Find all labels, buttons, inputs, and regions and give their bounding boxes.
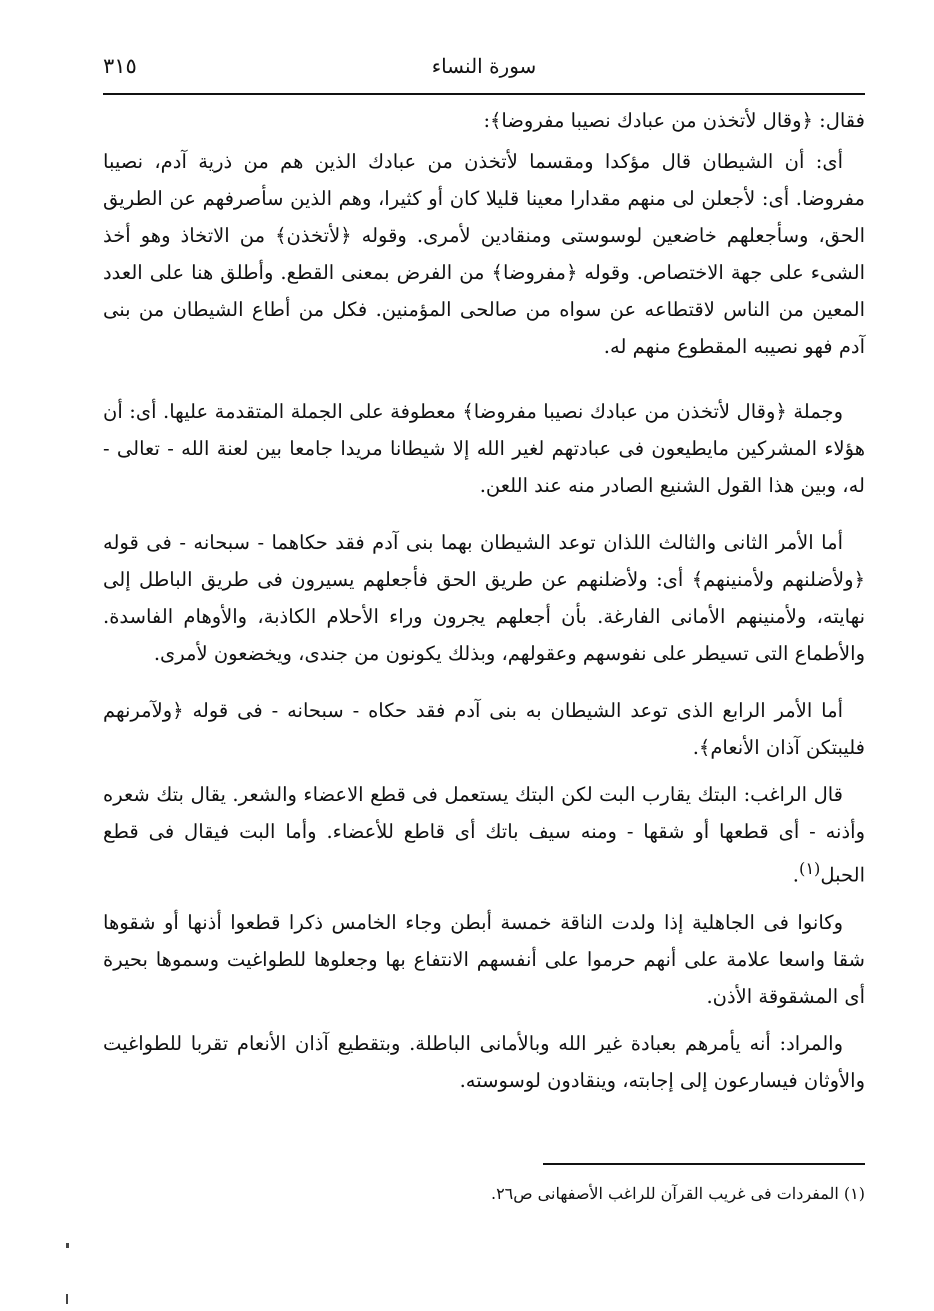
footnote-marker: (١) bbox=[798, 859, 821, 878]
page-number: ٣١٥ bbox=[103, 54, 137, 78]
raghib-quote-text: قال الراغب: البتك يقارب البت لكن البتك يستعمل فى قطع الاعضاء والشعر. يقال بتك شعره وأذنه - أى قطعها أو شقها - ومنه سيف باتك أى قاطع للأعضاء. وأما البت فيقال فى قطع الحبل bbox=[103, 783, 865, 887]
paragraph-conjunction: وجملة ﴿وقال لأتخذن من عبادك نصيبا مفروضا﴾ معطوفة على الجملة المتقدمة عليها. أى: أن هؤلاء المشركين مايطيعون فى عبادتهم لغير الله إلا شيطانا مريدا جامعا بين لعنة الله - تعالى - له، وبين هذا القول الشنيع الصادر منه عند اللعن. bbox=[103, 400, 865, 497]
paragraph-explanation: أى: أن الشيطان قال مؤكدا ومقسما لأتخذن من عبادك الذين هم من ذرية آدم، نصيبا مفروضا. أى: لأجعلن لى منهم مقدارا معينا قليلا كان أو كثيرا، وهم الذين سأصرفهم عن الطريق الحق، وسأجعلهم خاضعين لوسوستى ومنقادين لأمرى. وقوله ﴿لأتخذن﴾ من الاتخاذ وهو أخذ الشىء على جهة الاختصاص. وقوله ﴿مفروضا﴾ من الفرض بمعنى القطع. وأطلق هنا على العدد المعين من الناس لاقتطاعه عن سواه من صالحى المؤمنين. فكل من أطاع الشيطان من بنى آدم فهو نصيبه المقطوع منهم له. bbox=[103, 150, 865, 358]
paragraph-second-third-matters: أما الأمر الثانى والثالث اللذان توعد الشيطان بهما بنى آدم فقد حكاهما - سبحانه - فى قوله ﴿ولأضلنهم ولأمنينهم﴾ أى: ولأضلنهم عن طريق الحق فأجعلهم يسيرون فى طريق الباطل إلى نهايته، ولأمنينهم الأمانى الفارغة. بأن أجعلهم يجرون وراء الأحلام الكاذبة، والأوهام الفاسدة. والأطماع التى تسيطر على نفوسهم وعقولهم، وبذلك يكونون من جندى، ويخضعون لأمرى. bbox=[103, 531, 865, 665]
running-head bbox=[103, 50, 865, 86]
main-text bbox=[103, 102, 865, 1109]
paragraph-fourth-matter: أما الأمر الرابع الذى توعد الشيطان به بنى آدم فقد حكاه - سبحانه - فى قوله ﴿ولآمرنهم فليبتكن آذان الأنعام﴾. bbox=[103, 699, 865, 759]
paragraph-jahiliyya: وكانوا فى الجاهلية إذا ولدت الناقة خمسة أبطن وجاء الخامس ذكرا قطعوا أذنها أو شقوها شقا واسعا علامة على أنهم حرموا على أنفسهم الانتفاع بها وجعلوها للطواغيت وسموها بحيرة أى المشقوقة الأذن. bbox=[103, 910, 865, 1008]
paragraph-meaning: والمراد: أنه يأمرهم بعبادة غير الله وبالأمانى الباطلة. وبتقطيع آذان الأنعام تقربا للطواغيت والأوثان فيسارعون إلى إجابته، وينقادون لوسوسته. bbox=[103, 1031, 865, 1092]
scan-speck bbox=[66, 1294, 68, 1304]
paragraph-intro: فقال: ﴿وقال لأتخذن من عبادك نصيبا مفروضا﴾: bbox=[483, 109, 865, 132]
footnote-rule bbox=[543, 1163, 865, 1165]
scan-speck bbox=[66, 1243, 69, 1248]
header-rule bbox=[103, 93, 865, 95]
paragraph-raghib-quote bbox=[103, 776, 865, 894]
raghib-quote-end: . bbox=[792, 863, 799, 887]
footnote: (١) المفردات فى غريب القرآن للراغب الأصفهانى ص٢٦. bbox=[490, 1184, 865, 1203]
surah-title: سورة النساء bbox=[431, 54, 537, 78]
